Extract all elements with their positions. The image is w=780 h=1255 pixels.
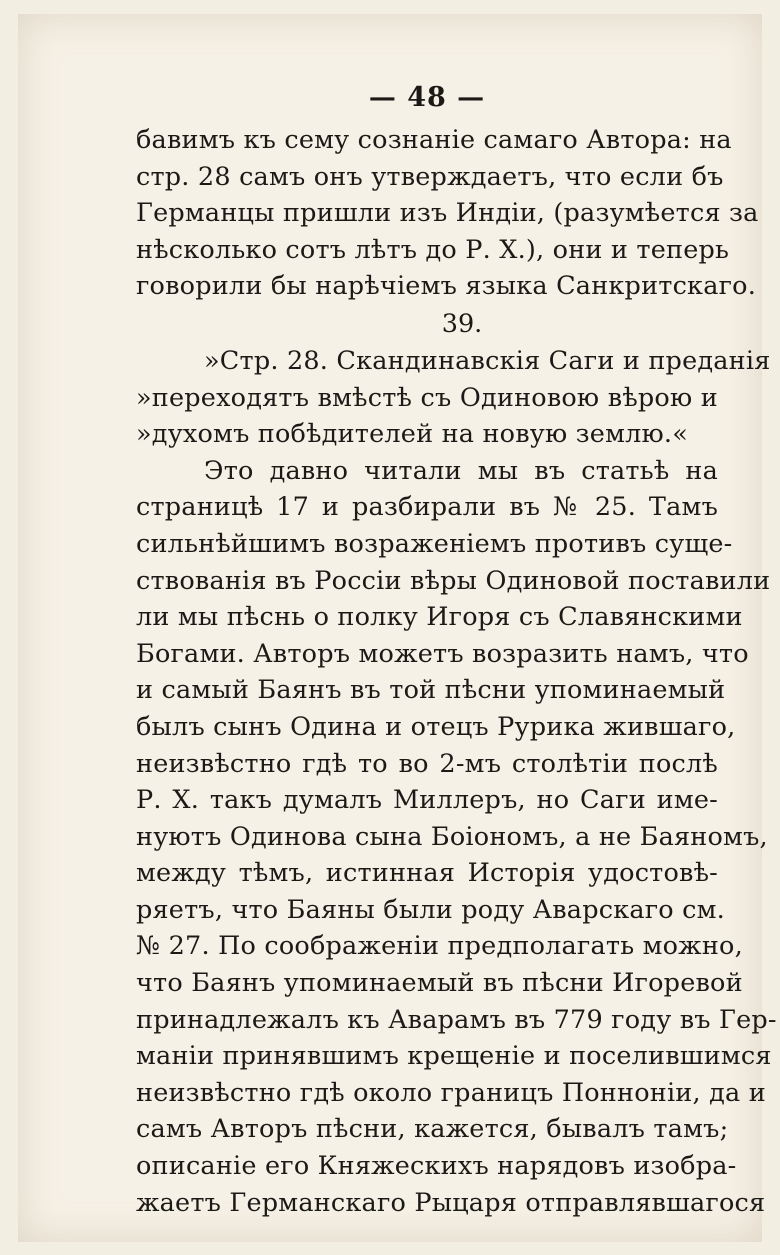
text-line: нуютъ Одинова сына Боіономъ, а не Баяномъ, (136, 821, 768, 852)
quote-line: »переходятъ вмѣстѣ съ Одиновою вѣрою и (136, 382, 718, 413)
book-page (18, 14, 777, 1242)
text-line: № 27. По соображеніи предполагать можно, (136, 931, 743, 962)
text-line: жаетъ Германскаго Рыцаря отправлявшагося (136, 1187, 766, 1218)
text-line: между тѣмъ, истинная Исторія удостовѣ- (136, 858, 718, 889)
quote-line: »духомъ побѣдителей на новую землю.« (136, 419, 689, 450)
section-number: 39. (441, 308, 483, 339)
text-line: нѣсколько сотъ лѣтъ до Р. Х.), они и теперь (136, 234, 730, 265)
text-line: ствованія въ Россіи вѣры Одиновой поставили (136, 565, 771, 596)
text-line: бавимъ къ сему сознаніе самаго Автора: на (136, 125, 732, 155)
text-line: стр. 28 самъ онъ утверждаетъ, что если бъ (136, 161, 724, 192)
quote-line: »Стр. 28. Скандинавскія Саги и преданія (204, 345, 771, 376)
text-line: страницѣ 17 и разбирали въ № 25. Тамъ (136, 492, 718, 523)
text-line: неизвѣстно гдѣ то во 2-мъ столѣтіи послѣ (136, 748, 718, 779)
text-line: маніи принявшимъ крещеніе и поселившимся (136, 1041, 772, 1072)
text-line: принадлежалъ къ Аварамъ въ 779 году въ Гер- (136, 1004, 777, 1035)
text-line: Богами. Авторъ можетъ возразить намъ, что (136, 638, 749, 669)
text-line: Р. Х. такъ думалъ Миллеръ, но Саги име- (136, 785, 718, 816)
text-line: неизвѣстно гдѣ около границъ Понноніи, да и (136, 1077, 766, 1108)
text-line: ли мы пѣснь о полку Игоря съ Славянскими (136, 602, 743, 633)
top-paragraph (136, 122, 759, 305)
text-line: говорили бы нарѣчіемъ языка Санкритскаго. (136, 271, 757, 302)
quote-paragraph (136, 343, 771, 453)
page-number: — 48 — (368, 82, 486, 113)
text-line: былъ сынъ Одина и отецъ Рурика жившаго, (136, 711, 736, 742)
text-line: Германцы пришли изъ Индіи, (разумѣется за (136, 198, 759, 229)
text-line: Это давно читали мы въ статьѣ на (204, 455, 718, 486)
body-paragraph (136, 453, 777, 1221)
text-line: и самый Баянъ въ той пѣсни упоминаемый (136, 675, 726, 706)
text-line: самъ Авторъ пѣсни, кажется, бывалъ тамъ; (136, 1114, 729, 1145)
text-line: ряетъ, что Баяны были роду Аварскаго см. (136, 894, 725, 925)
text-line: описаніе его Княжескихъ нарядовъ изобра- (136, 1151, 737, 1182)
text-line: что Баянъ упоминаемый въ пѣсни Игоревой (136, 968, 743, 999)
page-text (136, 74, 777, 1221)
text-line: сильнѣйшимъ возраженіемъ противъ суще- (136, 528, 733, 559)
